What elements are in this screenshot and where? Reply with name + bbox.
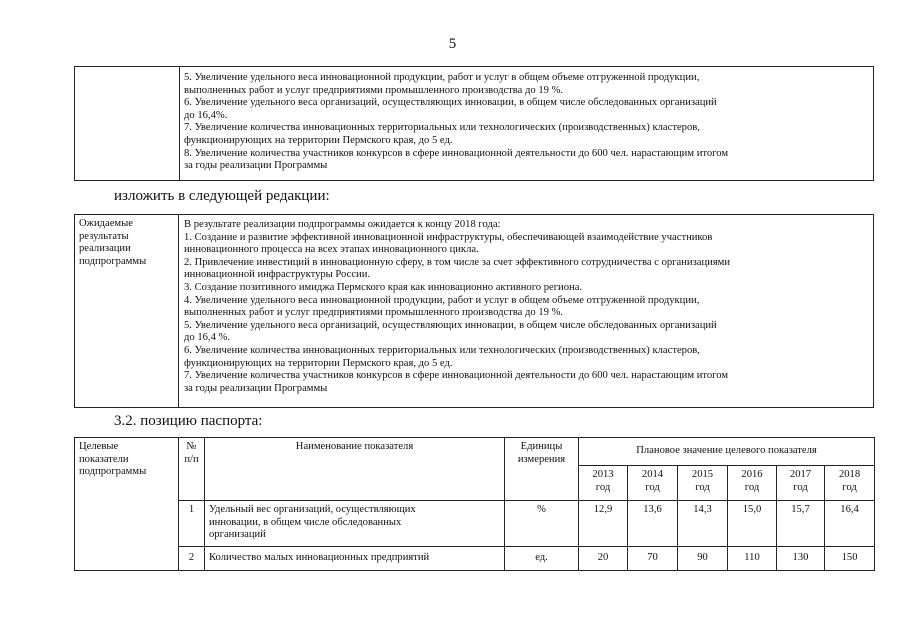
row-value: 90 — [678, 547, 728, 571]
row-value: 110 — [728, 547, 777, 571]
text-line: 7. Увеличение количества инновационных территориальных или технологических (производственных) кластеров, — [184, 122, 700, 134]
row-value: 13,6 — [628, 501, 678, 547]
expected-results-label-cell — [75, 215, 179, 407]
row-value: 14,3 — [678, 501, 728, 547]
text-line: 1. Создание и развитие эффективной инновационной инфраструктуры, обеспечивающей взаимодействие участников — [184, 231, 713, 243]
row-num: 1 — [179, 501, 205, 547]
text-line: 5. Увеличение удельного веса организаций, осуществляющих инновации, в общем числе обследованных организаций — [184, 319, 717, 331]
label-line: результаты — [79, 230, 129, 242]
table-header-row — [75, 438, 875, 466]
label-line: показатели — [79, 453, 129, 465]
year-suffix: год — [595, 481, 611, 493]
table-row — [75, 501, 875, 547]
year-cell — [825, 466, 875, 501]
row-name — [205, 501, 505, 547]
row-value: 70 — [628, 547, 678, 571]
year-suffix: год — [695, 481, 710, 493]
row-value: 130 — [777, 547, 825, 571]
table-row — [75, 547, 875, 571]
expected-results-text — [184, 219, 730, 395]
col-unit-header — [505, 438, 579, 501]
name-line: Удельный вес организаций, осуществляющих — [209, 504, 416, 515]
text-line: выполненных работ и услуг предприятиями промышленного производства до 19 %. — [184, 84, 564, 96]
text-line: выполненных работ и услуг предприятиями промышленного производства до 19 %. — [184, 307, 564, 319]
year-value: 2013 — [592, 469, 614, 480]
row-value: 150 — [825, 547, 875, 571]
header-line: измерения — [517, 453, 566, 465]
text-line: функционирующих на территории Пермского края, до 5 ед. — [184, 357, 453, 369]
row-name — [205, 547, 505, 571]
year-suffix: год — [744, 481, 760, 493]
instruction-text: изложить в следующей редакции: — [114, 188, 330, 204]
text-line: 5. Увеличение удельного веса инновационной продукции, работ и услуг в общем объеме отгруженной продукции, — [184, 72, 700, 83]
year-suffix: год — [793, 481, 808, 493]
text-line: за годы реализации Программы — [184, 382, 328, 394]
row-value: 15,7 — [777, 501, 825, 547]
text-line: до 16,4%. — [184, 109, 228, 121]
page-number: 5 — [448, 36, 457, 52]
text-line: 6. Увеличение количества инновационных территориальных или технологических (производственных) кластеров, — [184, 344, 700, 356]
row-value: 20 — [579, 547, 628, 571]
previous-results-box — [74, 66, 874, 181]
col-plan-header: Плановое значение целевого показателя — [579, 438, 875, 466]
label-line: Ожидаемые — [79, 218, 133, 229]
year-value: 2015 — [691, 469, 714, 480]
previous-results-left-cell — [75, 67, 180, 180]
text-line: 2. Привлечение инвестиций в инновационную сферу, в том числе за счет эффективного сотрудничества с организациями — [184, 256, 731, 268]
previous-results-text — [184, 72, 728, 173]
year-value: 2014 — [641, 469, 664, 480]
year-suffix: год — [645, 481, 660, 493]
text-line: функционирующих на территории Пермского края, до 5 ед. — [184, 134, 453, 146]
row-value: 12,9 — [579, 501, 628, 547]
year-cell — [728, 466, 777, 501]
row-unit: % — [505, 501, 579, 547]
year-cell — [777, 466, 825, 501]
name-line: Количество малых инновационных предприятий — [209, 552, 430, 564]
target-indicators-label — [75, 438, 179, 571]
col-num-header — [179, 438, 205, 501]
text-line: 4. Увеличение удельного веса инновационной продукции, работ и услуг в общем объеме отгруженной продукции, — [184, 294, 700, 306]
text-line: 7. Увеличение количества участников конкурсов в сфере инновационной деятельности до 600 чел. нарастающим итогом — [184, 370, 729, 382]
text-line: В результате реализации подпрограммы ожидается к концу 2018 года: — [184, 219, 501, 230]
year-value: 2016 — [741, 469, 763, 480]
header-line: п/п — [184, 453, 199, 465]
row-num: 2 — [179, 547, 205, 571]
row-value: 15,0 — [728, 501, 777, 547]
year-cell — [628, 466, 678, 501]
year-cell — [678, 466, 728, 501]
text-line: 6. Увеличение удельного веса организаций, осуществляющих инновации, в общем числе обследованных организаций — [184, 97, 717, 109]
label-line: подпрограммы — [79, 255, 147, 267]
col-name-header: Наименование показателя — [205, 438, 505, 501]
label-line: Целевые — [79, 441, 119, 452]
row-value: 16,4 — [825, 501, 875, 547]
text-line: инновационного процесса на всех этапах инновационного цикла. — [184, 244, 479, 256]
text-line: 3. Создание позитивного имиджа Пермского края как инновационно активного региона. — [184, 281, 583, 293]
section-heading: 3.2. позицию паспорта: — [114, 413, 263, 429]
label-line: подпрограммы — [79, 466, 147, 478]
header-line: Единицы — [520, 441, 563, 452]
row-unit: ед. — [505, 547, 579, 571]
label-line: реализации — [79, 243, 131, 255]
text-line: инновационной инфраструктуры России. — [184, 269, 371, 281]
header-line: № — [186, 441, 197, 452]
year-cell — [579, 466, 628, 501]
year-value: 2018 — [838, 469, 861, 480]
expected-results-box — [74, 214, 874, 408]
year-suffix: год — [842, 481, 857, 493]
indicators-table — [74, 437, 875, 571]
text-line: за годы реализации Программы — [184, 160, 328, 172]
text-line: 8. Увеличение количества участников конкурсов в сфере инновационной деятельности до 600 чел. нарастающим итогом — [184, 147, 729, 159]
year-value: 2017 — [789, 469, 812, 480]
name-line: инновации, в общем числе обследованных — [209, 516, 402, 528]
text-line: до 16,4 %. — [184, 332, 230, 344]
name-line: организаций — [209, 529, 266, 541]
